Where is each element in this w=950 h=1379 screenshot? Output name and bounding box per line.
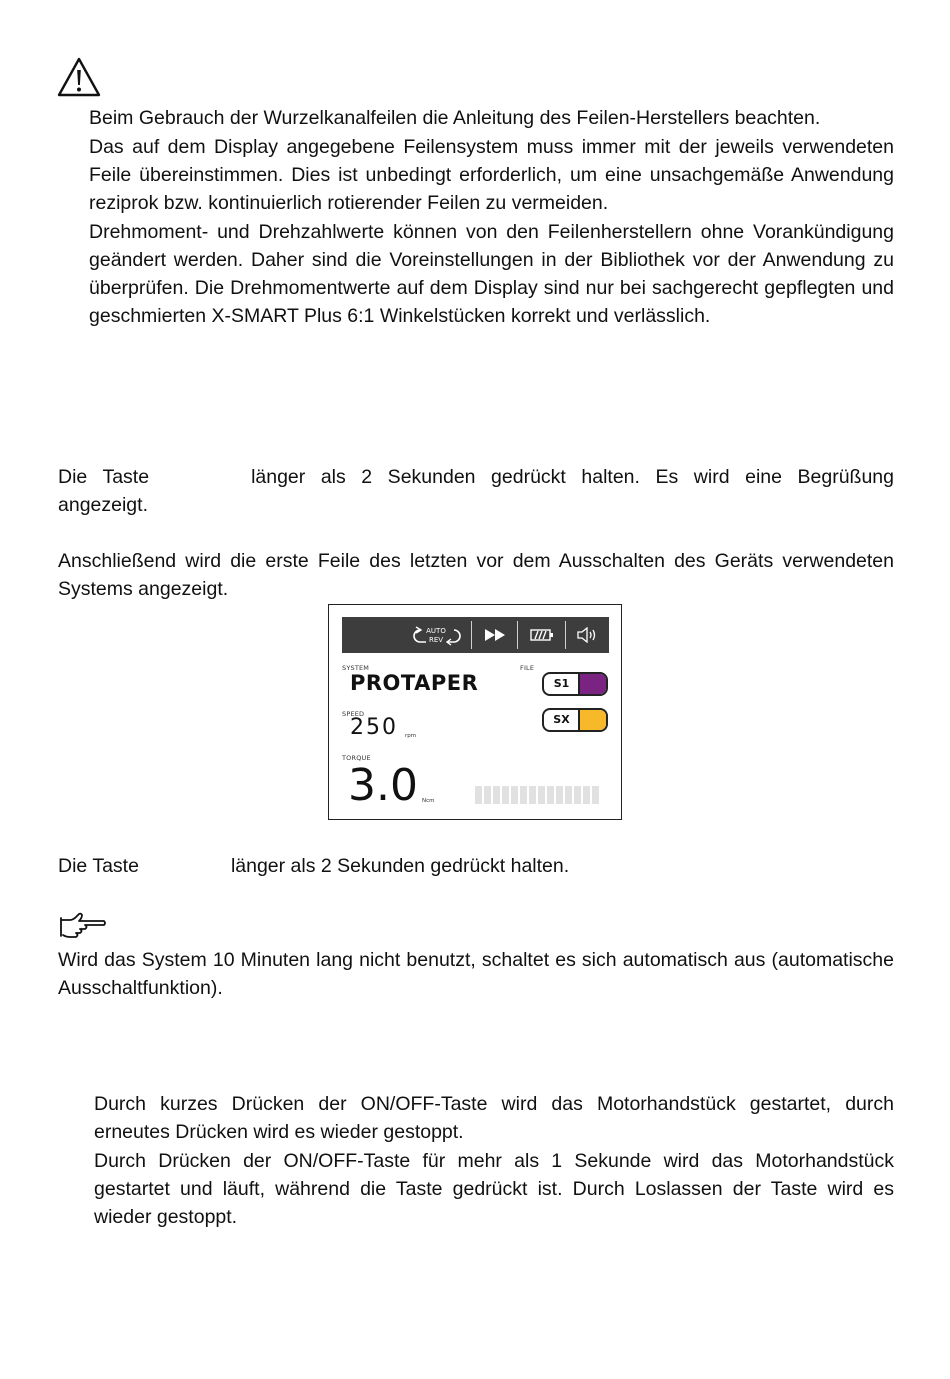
power-off-instruction [58,852,894,880]
battery-icon [530,629,554,641]
power-off-suffix: länger als 2 Sekunden gedrückt halten. [230,855,570,877]
torque-label: TORQUE [342,754,371,762]
power-on-instruction [58,463,894,519]
file-color-sx [578,710,606,730]
file-button-sx[interactable] [542,708,608,732]
operation-text-1: Durch kurzes Drücken der ON/OFF-Taste wird das Motorhandstück gestartet, durch erneutes Drücken wird es wieder gestoppt. [94,1093,894,1143]
torque-value: 3.0 [348,760,418,811]
system-label: SYSTEM [342,664,370,672]
auto-label: AUTO [426,627,446,635]
speed-value: 250 [350,715,398,740]
system-name: PROTAPER [350,671,479,695]
auto-reverse-indicator [404,617,470,653]
file-name-s1: S1 [553,677,570,690]
torque-bar-segment [502,786,509,804]
forward-mode [473,617,516,653]
operation-text-2: Durch Drücken der ON/OFF-Taste für mehr als 1 Sekunde wird das Motorhandstück gestartet und läuft, während die Taste gedrückt ist. Durch Loslassen der Taste wird es wieder gestoppt. [94,1150,894,1228]
torque-bar-segment [538,786,545,804]
torque-bar-segment [547,786,554,804]
warning-text-2: Das auf dem Display angegebene Feilensystem muss immer mit der jeweils verwendeten Feile übereinstimmen. Dies ist unbedingt erforderlich, um eine unsachgemäße Anwendung reziprok bzw. kontinuierlich rotierender Feilen zu vermeiden. [89,136,894,214]
file-button-s1[interactable] [542,672,608,696]
speed-label: SPEED [342,710,365,718]
torque-bar-segment [592,786,599,804]
display-status-bar [342,617,609,653]
torque-bar-segment [574,786,581,804]
warning-text-3: Drehmoment- und Drehzahlwerte können von den Feilenherstellern ohne Vorankündigung geändert werden. Daher sind die Voreinstellungen in der Bibliothek vor der Anwendung zu überprüfen. Die Drehmomentwerte auf dem Display sind nur bei sachgerecht gepflegten und geschmierten X-SMART Plus 6:1 Winkelstücken korrekt und verlässlich. [89,221,894,327]
device-display [328,604,622,820]
torque-bar-segment [484,786,491,804]
torque-bar-segment [556,786,563,804]
torque-bar-segment [475,786,482,804]
auto-reverse-icon [407,622,467,648]
warning-text-1: Beim Gebrauch der Wurzelkanalfeilen die Anleitung des Feilen-Herstellers beachten. [89,107,821,129]
auto-off-note: Wird das System 10 Minuten lang nicht benutzt, schaltet es sich automatisch aus (automatische Ausschaltfunktion). [58,949,894,999]
rev-label: REV [428,636,444,644]
power-on-prefix: Die Taste [58,466,150,488]
file-color-s1 [578,674,606,694]
pointing-hand-icon [58,912,108,940]
torque-bar-segment [565,786,572,804]
battery-status [519,617,564,653]
warning-triangle-icon [57,57,101,97]
volume-status [567,617,607,653]
power-on-followup: Anschließend wird die erste Feile des letzten vor dem Ausschalten des Geräts verwendeten Systems angezeigt. [58,550,894,600]
torque-bar-segment [511,786,518,804]
power-on-suffix: länger als 2 Sekunden gedrückt halten. Es wird eine Begrüßung angezeigt. [58,466,894,516]
power-off-prefix: Die Taste [58,855,139,877]
torque-bar-segment [493,786,500,804]
file-name-sx: SX [553,713,570,726]
torque-unit: Ncm [422,798,435,804]
fast-forward-icon [484,628,506,642]
torque-level-bar [475,786,599,804]
torque-bar-segment [529,786,536,804]
speed-unit: rpm [405,733,417,739]
file-label: FILE [520,664,535,672]
torque-bar-segment [520,786,527,804]
speaker-icon [576,627,598,643]
torque-bar-segment [583,786,590,804]
